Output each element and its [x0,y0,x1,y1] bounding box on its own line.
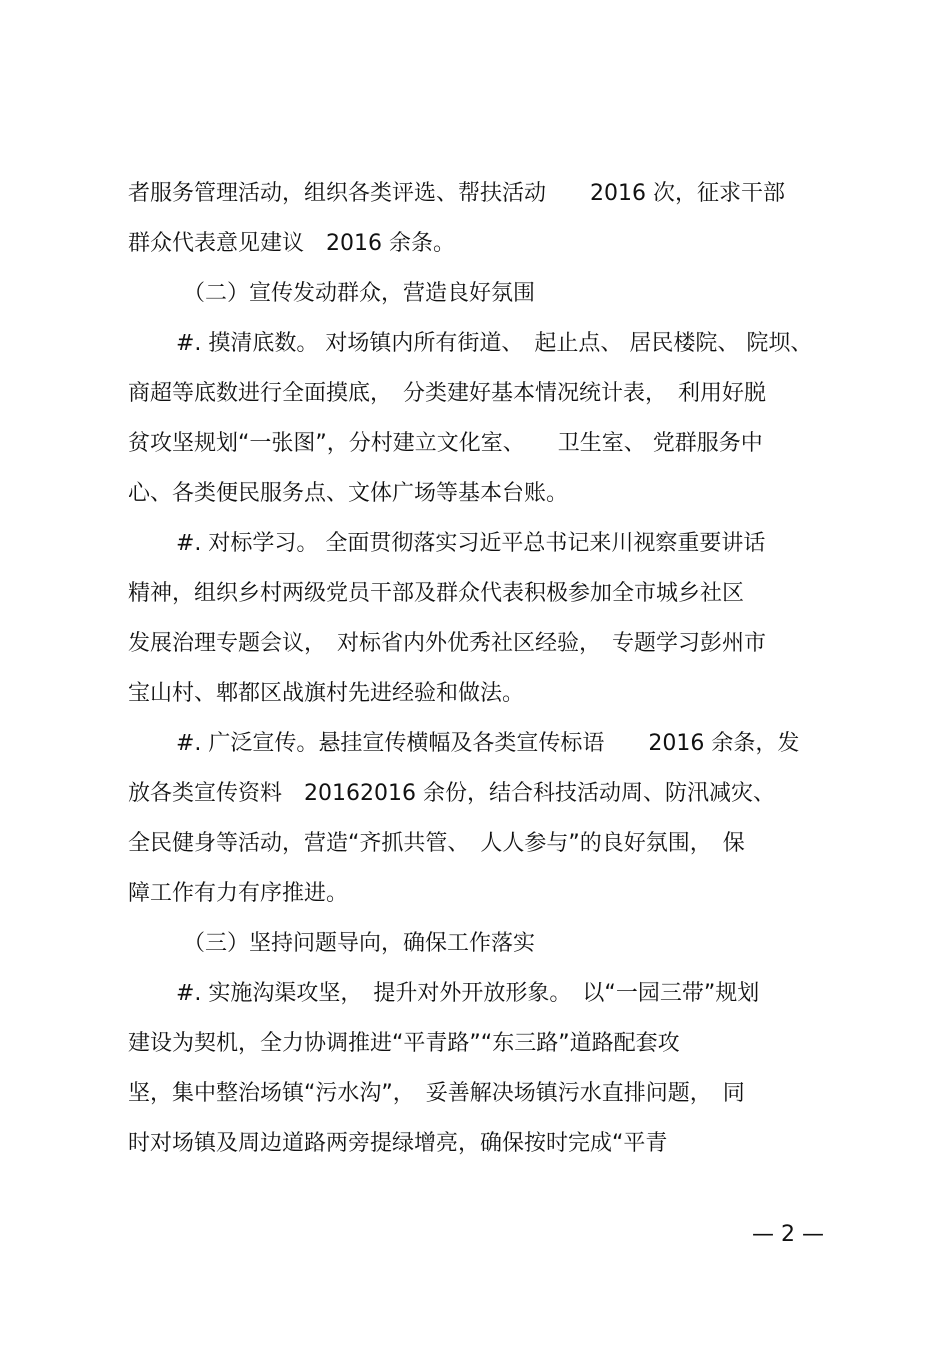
body-line: 障工作有力有序推进。 [128,881,349,906]
body-line: 时对场镇及周边道路两旁提绿增亮，确保按时完成“平青 [128,1131,668,1156]
body-line: 者服务管理活动，组织各类评选、帮扶活动 2016 次，征求干部 [128,181,785,206]
body-line: #. 对标学习。 全面贯彻落实习近平总书记来川视察重要讲话 [176,531,766,556]
body-line: 群众代表意见建议 2016 余条。 [128,231,455,256]
body-line: #. 摸清底数。 对场镇内所有街道、 起止点、 居民楼院、 院坝、 [176,331,813,356]
body-line: #. 实施沟渠攻坚， 提升对外开放形象。 以“一园三带”规划 [176,981,760,1006]
body-line: 发展治理专题会议， 对标省内外优秀社区经验， 专题学习彭州市 [128,631,767,656]
body-line: 贫攻坚规划“一张图”，分村建立文化室、 卫生室、 党群服务中 [128,431,763,456]
section-heading: （二）宣传发动群众，营造良好氛围 [183,281,536,306]
page-number: — 2 — [752,1222,824,1247]
body-line: 放各类宣传资料 20162016 余份，结合科技活动周、防汛减灾、 [128,781,775,806]
body-line: 精神，组织乡村两级党员干部及群众代表积极参加全市城乡社区 [128,581,745,606]
body-line: 全民健身等活动，营造“齐抓共管、 人人参与”的良好氛围， 保 [128,831,745,856]
body-line: 心、各类便民服务点、文体广场等基本台账。 [128,481,569,506]
section-heading: （三）坚持问题导向，确保工作落实 [183,931,536,956]
body-line: 商超等底数进行全面摸底， 分类建好基本情况统计表， 利用好脱 [128,381,767,406]
body-line: #. 广泛宣传。悬挂宣传横幅及各类宣传标语 2016 余条，发 [176,731,800,756]
body-line: 宝山村、郫都区战旗村先进经验和做法。 [128,681,525,706]
body-line: 建设为契机，全力协调推进“平青路”“东三路”道路配套攻 [128,1031,680,1056]
body-line: 坚，集中整治场镇“污水沟”， 妥善解决场镇污水直排问题， 同 [128,1081,745,1106]
